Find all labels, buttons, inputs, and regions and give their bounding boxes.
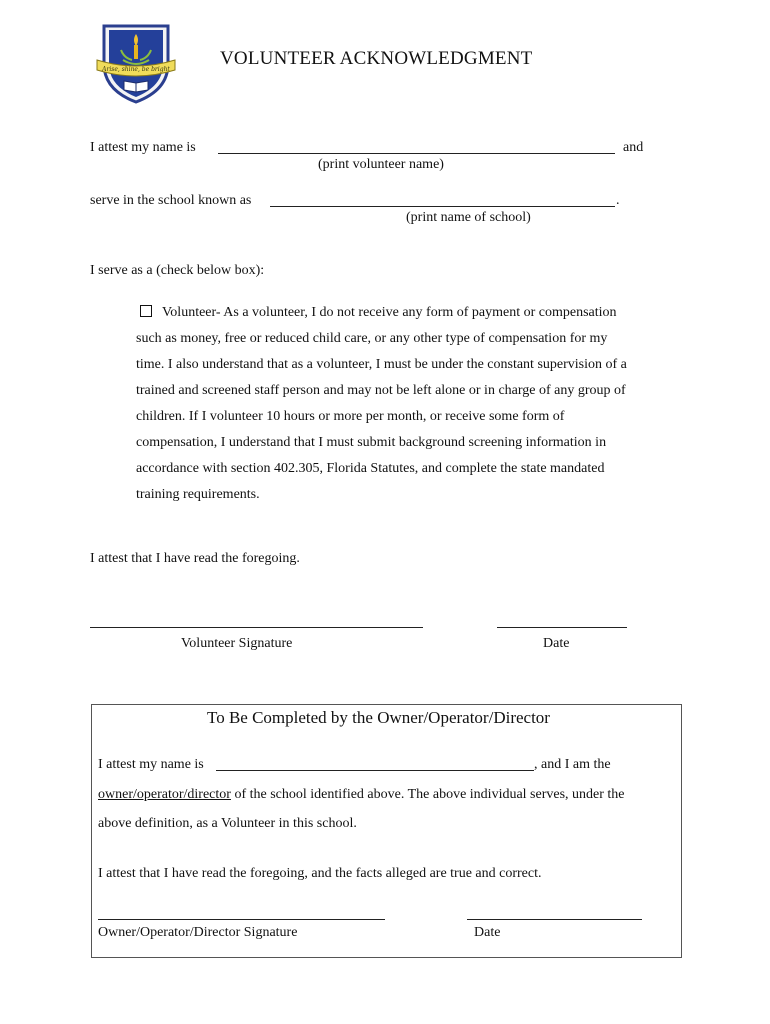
owner-definition-line: above definition, as a Volunteer in this school. bbox=[98, 816, 357, 831]
owner-attest-facts: I attest that I have read the foregoing, and the facts alleged are true and correct. bbox=[98, 866, 542, 881]
owner-signature-label: Owner/Operator/Director Signature bbox=[98, 925, 298, 940]
owner-attest-suffix: , and I am the bbox=[534, 757, 611, 772]
volunteer-description bbox=[136, 300, 676, 508]
owner-role-underlined: owner/operator/director bbox=[98, 787, 231, 802]
attest-name-suffix: and bbox=[623, 140, 644, 155]
attest-read-statement: I attest that I have read the foregoing. bbox=[90, 551, 300, 566]
owner-role-rest: of the school identified above. The above individual serves, under the bbox=[234, 787, 625, 802]
logo-banner-text: Arise, shine, be bright bbox=[102, 66, 170, 73]
volunteer-date-label: Date bbox=[543, 636, 570, 651]
volunteer-line: trained and screened staff person and may not be left alone or in charge of any group of bbox=[136, 383, 626, 398]
page-title: VOLUNTEER ACKNOWLEDGMENT bbox=[220, 48, 533, 69]
volunteer-line: Volunteer- As a volunteer, I do not receive any form of payment or compensation bbox=[162, 305, 617, 320]
owner-section-title: To Be Completed by the Owner/Operator/Director bbox=[207, 708, 550, 727]
print-volunteer-name-caption: (print volunteer name) bbox=[318, 157, 444, 172]
volunteer-line: compensation, I understand that I must submit background screening information in bbox=[136, 435, 607, 450]
school-name-field[interactable] bbox=[270, 206, 615, 207]
owner-date-line[interactable] bbox=[467, 919, 642, 920]
serve-as-instruction: I serve as a (check below box): bbox=[90, 263, 265, 278]
owner-name-field[interactable] bbox=[216, 770, 534, 771]
owner-date-label: Date bbox=[474, 925, 501, 940]
volunteer-line: such as money, free or reduced child care, or any other type of compensation for my bbox=[136, 331, 608, 346]
volunteer-line: time. I also understand that as a volunteer, I must be under the constant supervision of a bbox=[136, 357, 627, 372]
owner-attest-prefix: I attest my name is bbox=[98, 757, 204, 772]
owner-signature-line[interactable] bbox=[98, 919, 385, 920]
school-suffix: . bbox=[616, 193, 620, 208]
volunteer-date-line[interactable] bbox=[497, 627, 627, 628]
volunteer-line: training requirements. bbox=[136, 487, 260, 502]
attest-name-prefix: I attest my name is bbox=[90, 140, 196, 155]
volunteer-line: children. If I volunteer 10 hours or more per month, or receive some form of bbox=[136, 409, 565, 424]
volunteer-signature-line[interactable] bbox=[90, 627, 423, 628]
owner-role-line bbox=[98, 787, 625, 803]
school-logo-icon bbox=[96, 20, 176, 104]
volunteer-line: accordance with section 402.305, Florida Statutes, and complete the state mandated bbox=[136, 461, 605, 476]
school-prefix: serve in the school known as bbox=[90, 193, 252, 208]
print-school-name-caption: (print name of school) bbox=[406, 210, 531, 225]
volunteer-signature-label: Volunteer Signature bbox=[181, 636, 293, 651]
volunteer-name-field[interactable] bbox=[218, 153, 615, 154]
